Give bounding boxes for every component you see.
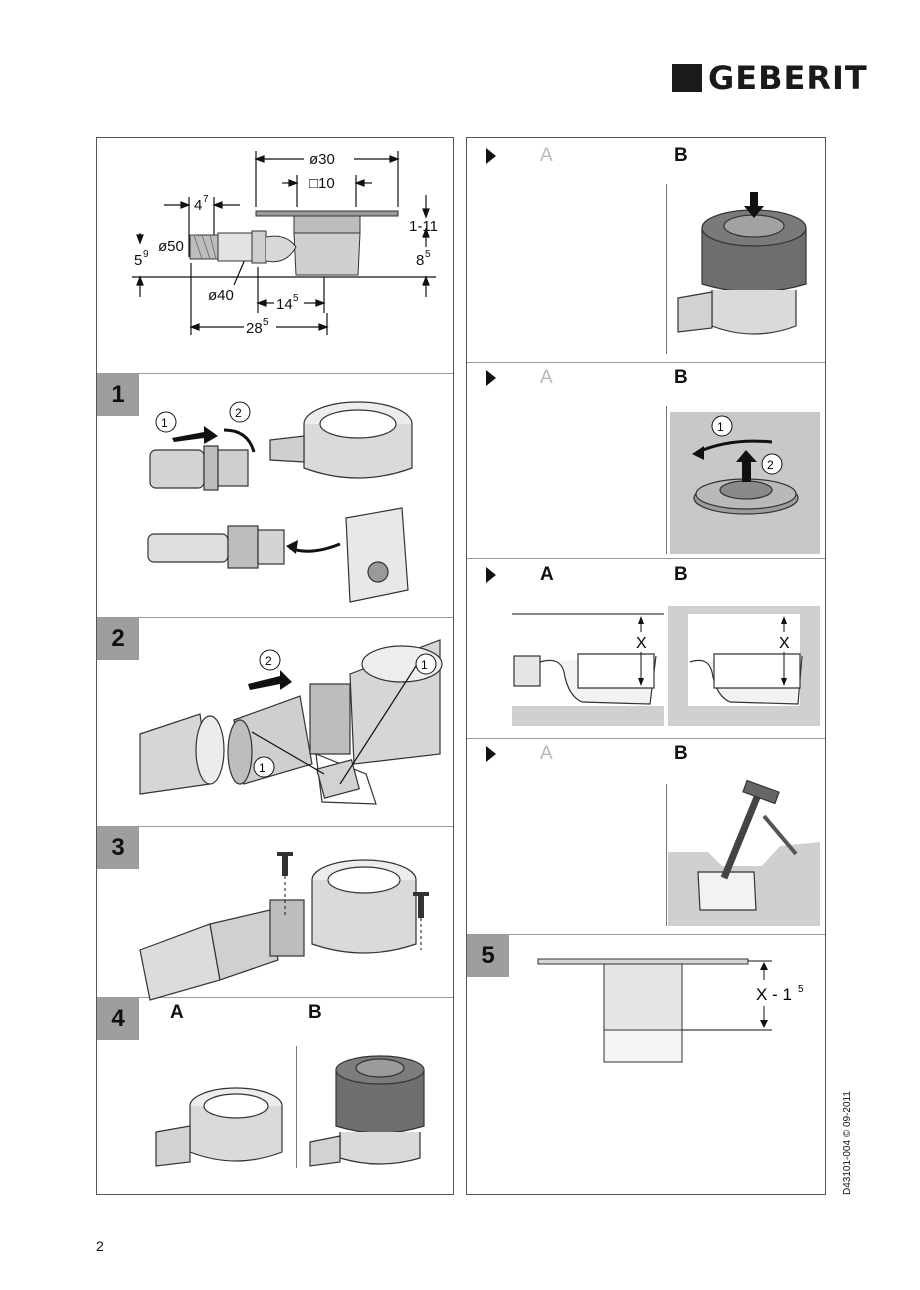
separator <box>97 826 453 827</box>
panel-r3a-illustration <box>512 606 664 726</box>
variant-divider <box>666 184 667 354</box>
dim-4-sup: 7 <box>203 194 209 205</box>
step-4b-illustration <box>310 1050 450 1170</box>
play-marker <box>486 746 496 762</box>
variant-label-b: B <box>308 1002 322 1023</box>
logo-square <box>672 64 702 92</box>
play-marker <box>486 370 496 386</box>
dim-8: 8 <box>416 252 425 269</box>
step-3-badge: 3 <box>97 827 139 869</box>
dim-5-sup: 9 <box>143 249 149 260</box>
dim-5: 5 <box>134 252 143 269</box>
step-5-badge: 5 <box>467 935 509 977</box>
dim-o30: ø30 <box>309 151 335 168</box>
step-2-illustration <box>140 624 450 824</box>
variant-divider <box>666 406 667 554</box>
variant-label-a: A <box>540 564 554 585</box>
step-1-illustration <box>140 380 440 610</box>
dim-14-sup: 5 <box>293 293 299 304</box>
step-4-badge: 4 <box>97 998 139 1040</box>
play-marker <box>486 567 496 583</box>
dim-14: 14 <box>276 296 293 313</box>
callout-1: 1 <box>259 761 266 775</box>
callout-1: 1 <box>161 416 168 430</box>
variant-divider <box>296 1046 297 1168</box>
variant-label-b: B <box>674 367 688 388</box>
separator <box>97 617 453 618</box>
callout-2: 2 <box>767 458 774 472</box>
dim-o40: ø40 <box>208 287 234 304</box>
play-marker <box>486 148 496 164</box>
panel-r2-illustration <box>670 412 820 554</box>
x-minus-sup: 5 <box>798 984 804 995</box>
variant-divider <box>666 784 667 926</box>
geberit-logo <box>672 59 868 97</box>
x-minus-label: X - 1 <box>756 985 792 1004</box>
variant-label-b: B <box>674 145 688 166</box>
variant-label-a: A <box>540 743 553 764</box>
separator <box>467 934 825 935</box>
dimension-labels <box>96 137 452 373</box>
dim-4: 4 <box>194 197 203 214</box>
step-5-illustration <box>520 950 820 1070</box>
separator <box>467 738 825 739</box>
callout-2: 2 <box>235 406 242 420</box>
dim-8-sup: 5 <box>425 249 431 260</box>
dim-sq10: □10 <box>309 175 335 192</box>
step-2-badge: 2 <box>97 618 139 660</box>
callout-1: 1 <box>717 420 724 434</box>
dim-o50: ø50 <box>158 238 184 255</box>
page-number: 2 <box>96 1238 104 1254</box>
logo-text: GEBERIT <box>708 59 868 97</box>
document-reference: D43101-004 © 09-2011 <box>842 1091 853 1195</box>
panel-r3b-illustration <box>668 606 820 726</box>
variant-label-b: B <box>674 564 688 585</box>
step-1-badge: 1 <box>97 374 139 416</box>
callout-2: 2 <box>265 654 272 668</box>
step-3-illustration <box>140 840 450 1000</box>
x-label: X <box>779 635 790 652</box>
variant-label-a: A <box>170 1002 184 1023</box>
separator <box>467 362 825 363</box>
variant-label-a: A <box>540 367 553 388</box>
panel-r1-illustration <box>672 186 822 356</box>
step-4a-illustration <box>156 1082 296 1182</box>
dim-28: 28 <box>246 320 263 337</box>
dim-1-11: 1-11 <box>409 218 438 235</box>
x-label: X <box>636 635 647 652</box>
separator <box>97 373 453 374</box>
dim-28-sup: 5 <box>263 317 269 328</box>
variant-label-a: A <box>540 145 553 166</box>
panel-r4-illustration <box>668 786 820 926</box>
callout-1: 1 <box>421 658 428 672</box>
separator <box>467 558 825 559</box>
variant-label-b: B <box>674 743 688 764</box>
